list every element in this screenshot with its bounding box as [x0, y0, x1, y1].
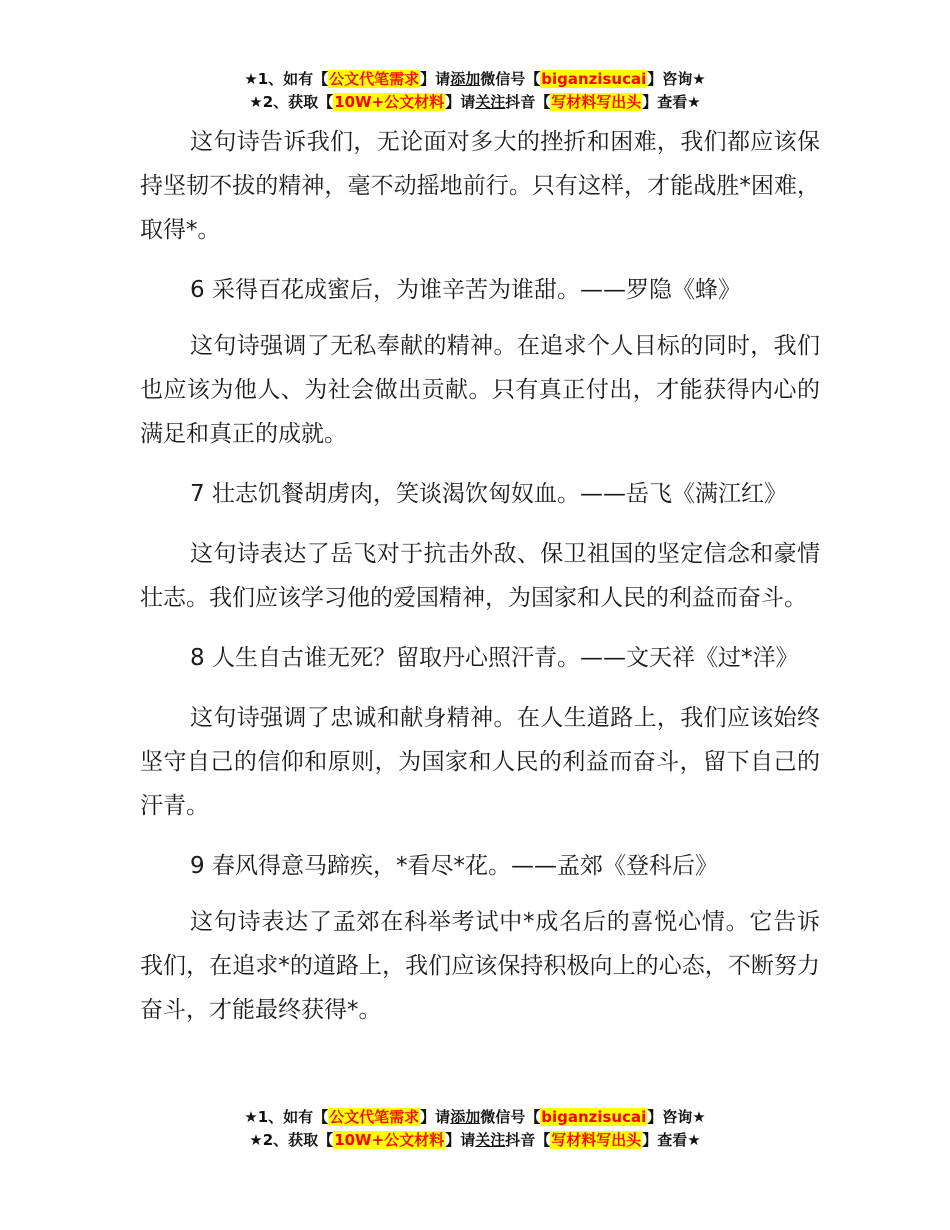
- header-banner: [0, 68, 950, 114]
- banner-line-2: [0, 1129, 950, 1152]
- highlight-service: 公文代笔需求: [329, 1108, 420, 1126]
- paragraph-commentary: 这句诗强调了无私奉献的精神。在追求个人目标的同时，我们也应该为他人、为社会做出贡献。只有真正付出，才能获得内心的满足和真正的成就。: [140, 333, 820, 447]
- footer-banner: [0, 1106, 950, 1152]
- banner-text: 】查看★: [642, 93, 701, 111]
- paragraph-commentary: 这句诗表达了孟郊在科举考试中*成名后的喜悦心情。它告诉我们，在追求*的道路上，我们应该保持积极向上的心态，不断努力奋斗，才能最终获得*。: [140, 909, 820, 1023]
- paragraph-poem-9: 9 春风得意马蹄疾，*看尽*花。——孟郊《登科后》: [190, 853, 718, 879]
- highlight-materials: 10W+公文材料: [334, 1131, 445, 1149]
- banner-text: 】请: [420, 1108, 451, 1126]
- paragraph-poem-8: 8 人生自古谁无死？留取丹心照汗青。——文天祥《过*洋》: [190, 645, 799, 671]
- highlight-service: 公文代笔需求: [329, 70, 420, 88]
- banner-text: 】请: [445, 93, 476, 111]
- banner-text: 抖音【: [505, 93, 551, 111]
- banner-text: 】请: [420, 70, 451, 88]
- banner-text: ★2、获取【: [249, 93, 334, 111]
- emphasis-add: 添加: [450, 1108, 481, 1126]
- paragraph-poem-6: 6 采得百花成蜜后，为谁辛苦为谁甜。——罗隐《蜂》: [190, 277, 741, 303]
- emphasis-follow: 关注: [475, 93, 506, 111]
- banner-text: 】咨询★: [647, 70, 706, 88]
- banner-line-1: [0, 68, 950, 91]
- banner-text: 】咨询★: [647, 1108, 706, 1126]
- banner-text: 】查看★: [642, 1131, 701, 1149]
- banner-text: 微信号【: [480, 1108, 541, 1126]
- banner-text: ★1、如有【: [244, 70, 329, 88]
- paragraph-commentary: 这句诗强调了忠诚和献身精神。在人生道路上，我们应该始终坚守自己的信仰和原则，为国家和人民的利益而奋斗，留下自己的汗青。: [140, 705, 820, 819]
- paragraph-commentary: 这句诗告诉我们，无论面对多大的挫折和困难，我们都应该保持坚韧不拔的精神，毫不动摇地前行。只有这样，才能战胜*困难，取得*。: [140, 129, 820, 243]
- banner-text: 微信号【: [480, 70, 541, 88]
- paragraph-commentary: 这句诗表达了岳飞对于抗击外敌、保卫祖国的坚定信念和豪情壮志。我们应该学习他的爱国精神，为国家和人民的利益而奋斗。: [140, 541, 820, 611]
- banner-text: ★2、获取【: [249, 1131, 334, 1149]
- highlight-douyin-account: 写材料写出头: [551, 93, 642, 111]
- highlight-wechat-id: biganzisucai: [541, 70, 647, 88]
- banner-line-2: [0, 91, 950, 114]
- banner-text: 】请: [445, 1131, 476, 1149]
- highlight-materials: 10W+公文材料: [334, 93, 445, 111]
- highlight-douyin-account: 写材料写出头: [551, 1131, 642, 1149]
- emphasis-add: 添加: [450, 70, 481, 88]
- emphasis-follow: 关注: [475, 1131, 506, 1149]
- banner-text: 抖音【: [505, 1131, 551, 1149]
- highlight-wechat-id: biganzisucai: [541, 1108, 647, 1126]
- document-body: [140, 120, 820, 1048]
- banner-line-1: [0, 1106, 950, 1129]
- banner-text: ★1、如有【: [244, 1108, 329, 1126]
- paragraph-poem-7: 7 壮志饥餐胡虏肉，笑谈渴饮匈奴血。——岳飞《满江红》: [190, 481, 787, 507]
